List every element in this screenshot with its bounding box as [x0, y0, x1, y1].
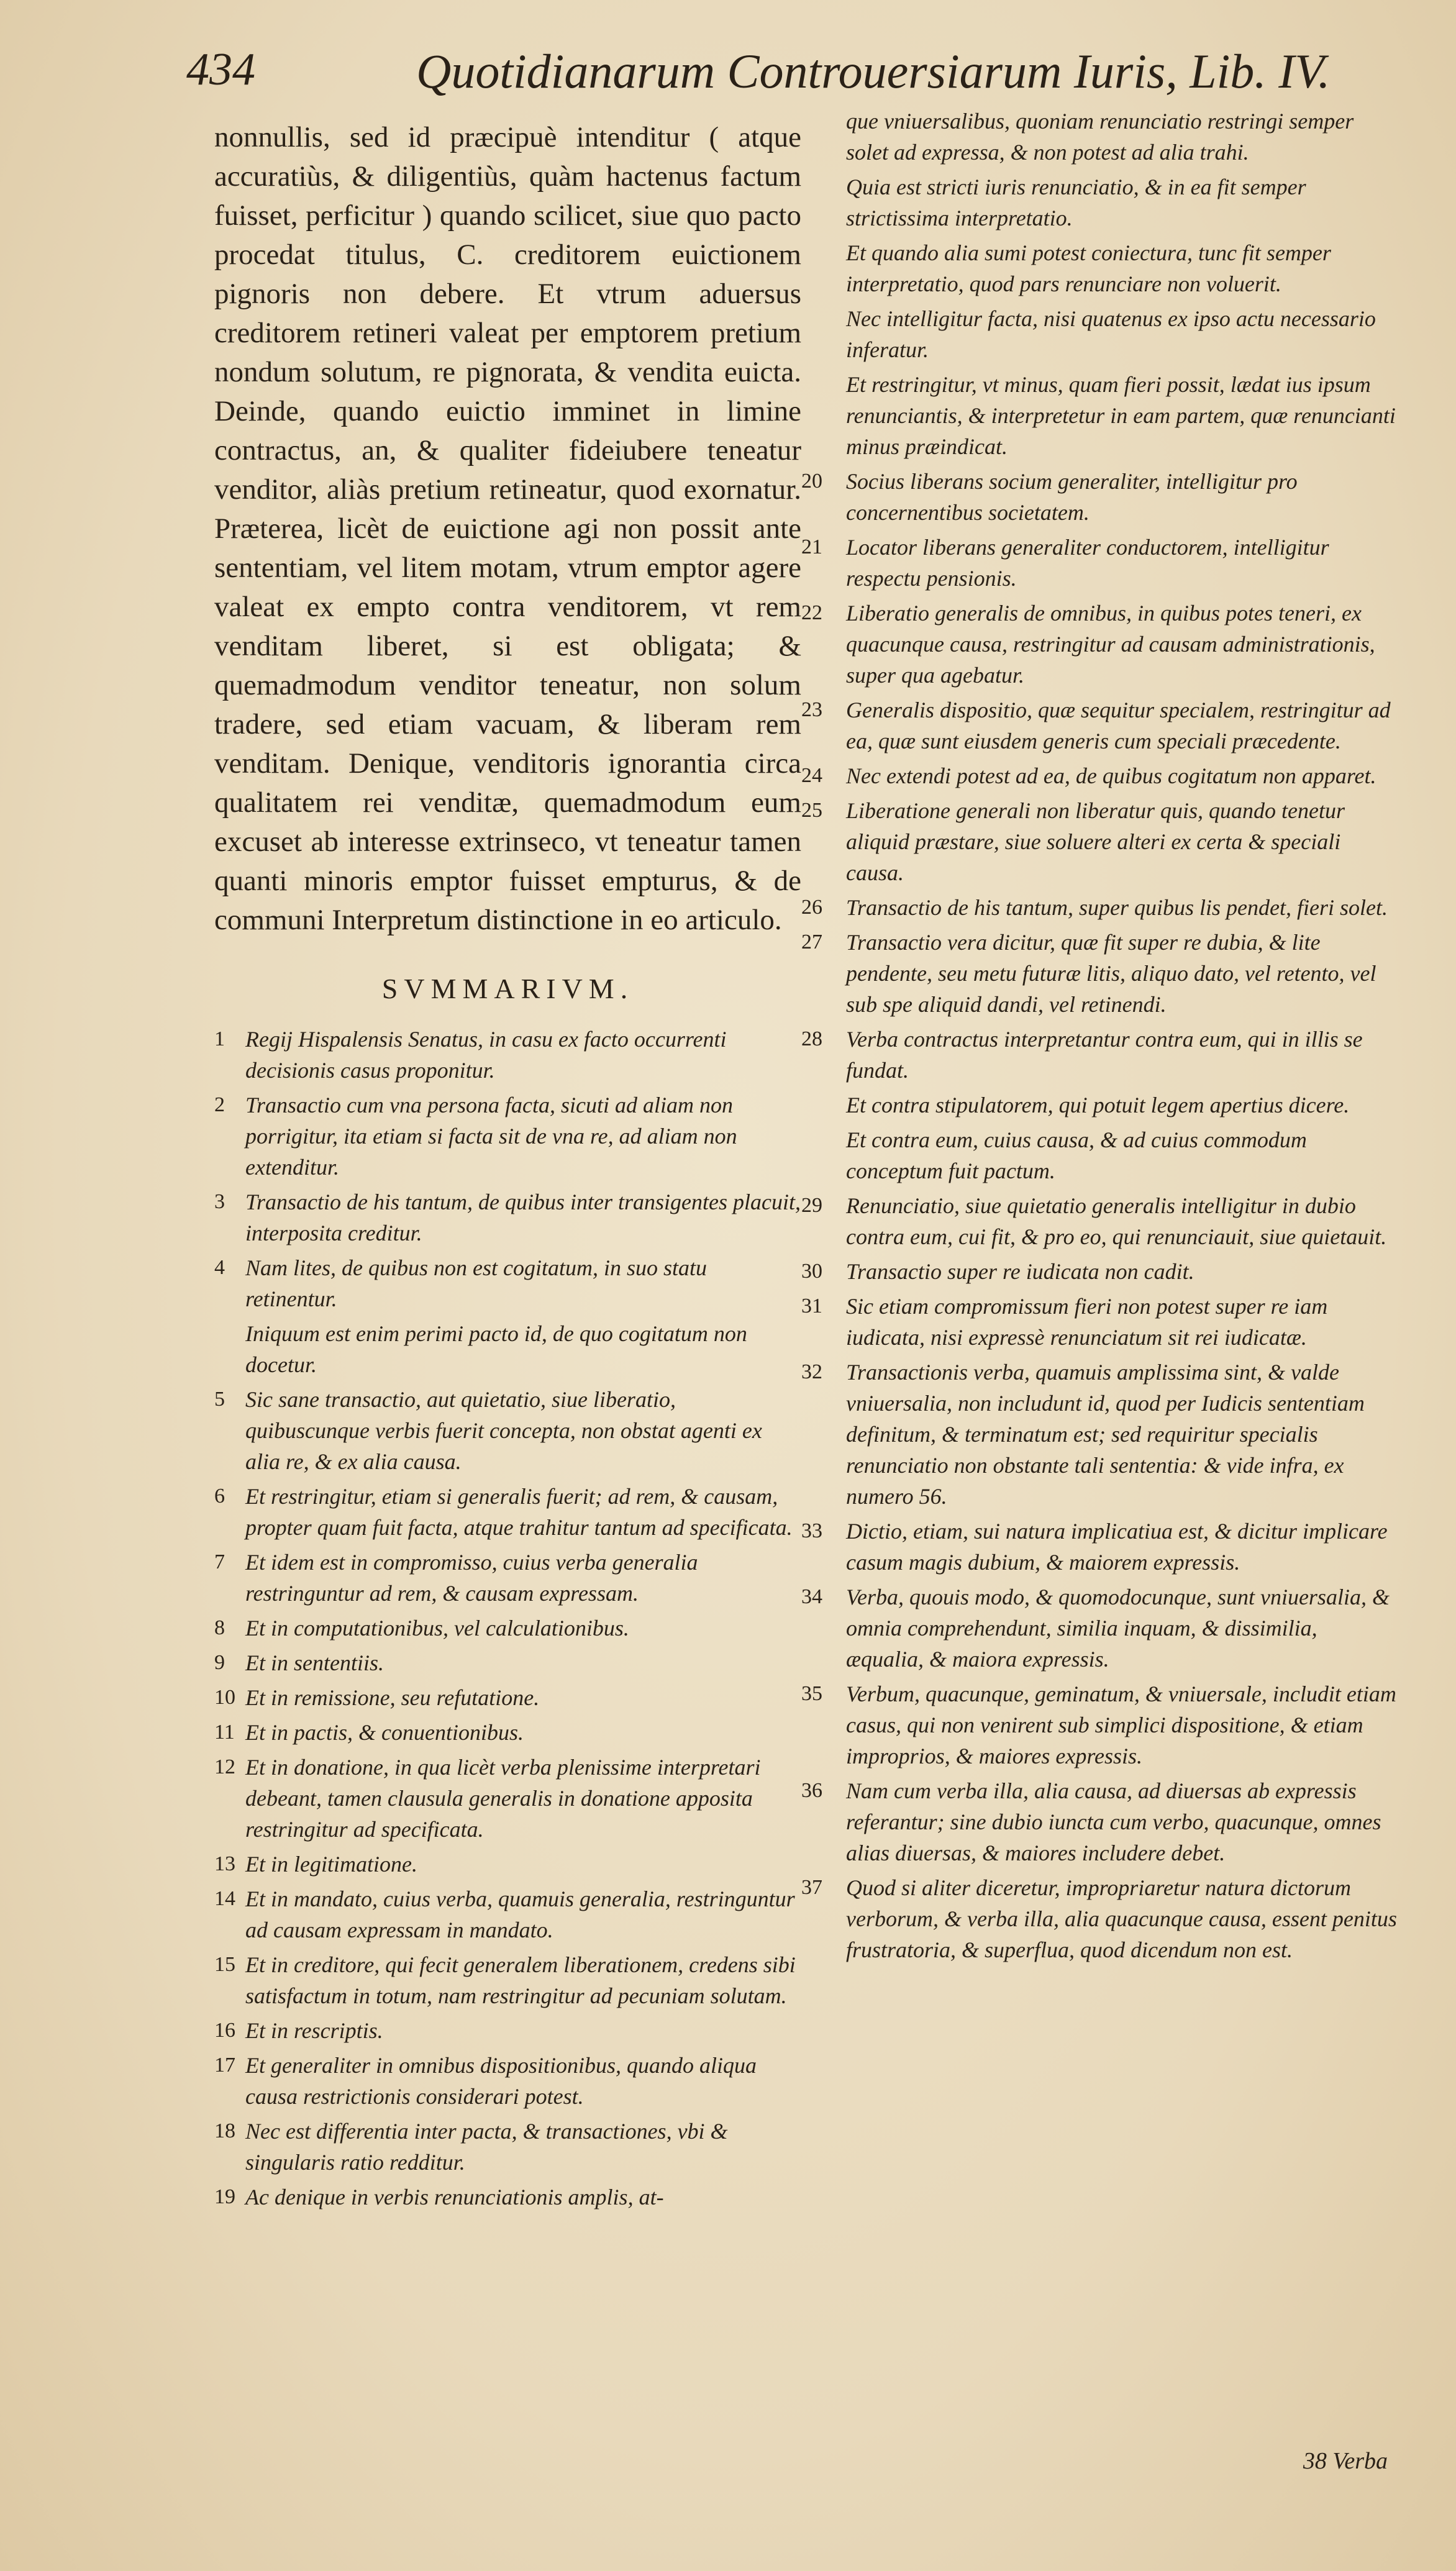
summary-item-text: Verba, quouis modo, & quomodocunque, sunt vniuersalia, & omnia comprehendunt, similia inquam, & dissimilia, æqualia, & maiora expressis. — [846, 1585, 1390, 1672]
summary-heading: SVMMARIVM. — [381, 973, 634, 1004]
summary-item — [801, 1775, 1398, 1868]
summary-item-number: 14 — [214, 1887, 235, 1910]
summary-item — [214, 1547, 801, 1609]
summary-item-number: 7 — [214, 1550, 225, 1573]
summary-item-number: 21 — [801, 535, 822, 558]
summary-item-number: 25 — [801, 799, 822, 822]
summary-item-number: 13 — [214, 1852, 235, 1875]
summary-item-text: Renunciatio, siue quietatio generalis intelligitur in dubio contra eum, cui fit, & pro eo, qui renunciauit, siue quietauit. — [846, 1193, 1387, 1249]
summary-item-number: 9 — [214, 1651, 225, 1674]
summary-item-text: Et restringitur, vt minus, quam fieri possit, lædat ius ipsum renunciantis, & interpretetur in eam partem, quæ renuncianti minus præindicat. — [846, 372, 1396, 459]
summary-item — [801, 369, 1398, 462]
summary-item — [801, 1516, 1398, 1578]
summary-item-text: Regij Hispalensis Senatus, in casu ex facto occurrenti decisionis casus proponitur. — [245, 1027, 727, 1083]
summary-item — [801, 1024, 1398, 1086]
summary-item — [801, 892, 1398, 923]
intro-paragraph: nonnullis, sed id præcipuè intenditur ( atque accuratiùs, & diligentiùs, quàm hactenus factum fuisset, perficitur ) quando scilicet, siue quo pacto procedat titulus, C. creditorem euictionem pignoris non debere. Et vtrum aduersus creditorem retineri valeat per emptorem pretium nondum solutum, re pignorata, & vendita euicta. Deinde, quando euictio imminet in limine contractus, an, & qualiter fideiubere teneatur venditor, aliàs pretium retineatur, quod exornatur. Præterea, licèt de euictione agi non possit ante sententiam, vel litem motam, vtrum emptor agere valeat ex empto contra venditorem, vt rem venditam liberet, si est obligata; & quemadmodum venditor teneatur, non solum tradere, sed etiam vacuam, & liberam rem venditam. Denique, venditoris ignorantia circa qualitatem rei venditæ, quemadmodum eum excuset ab interesse extrinseco, vt teneatur tamen quanti minoris emptor fuisset empturus, & de communi Interpretum distinctione in eo articulo. — [214, 121, 801, 936]
summary-item-number: 2 — [214, 1093, 225, 1116]
summary-item-number: 34 — [801, 1585, 822, 1608]
summary-item-text: Transactio super re iudicata non cadit. — [846, 1259, 1194, 1284]
summary-item-number: 22 — [801, 601, 822, 624]
summary-item-number: 31 — [801, 1295, 822, 1317]
summary-item-number: 15 — [214, 1953, 235, 1976]
summary-item — [801, 795, 1398, 888]
summary-item-number: 32 — [801, 1360, 822, 1383]
summary-item-number: 17 — [214, 2054, 235, 2077]
summary-item-text: Et in legitimatione. — [245, 1852, 417, 1877]
summary-item — [214, 2116, 801, 2178]
summary-item-text: Sic sane transactio, aut quietatio, siue liberatio, quibuscunque verbis fuerit concepta, non obstat agenti ex alia re, & ex alia causa. — [245, 1387, 762, 1474]
summary-item-text: Transactionis verba, quamuis amplissima sint, & valde vniuersalia, non includunt id, quod per Iudicis sententiam definitum, & terminatum est; sed requiritur specialis renunciatio non obstante tali sententia: & vide infra, ex numero 56. — [846, 1360, 1365, 1509]
summary-item-text: Liberatio generalis de omnibus, in quibus potes teneri, ex quacunque causa, restringitur ad causam administrationis, super qua agebatur. — [846, 601, 1375, 688]
catchword: 38 Verba — [1303, 2448, 1388, 2474]
summary-item-text: Transactio vera dicitur, quæ fit super re dubia, & lite pendente, seu metu futuræ litis, aliquo dato, vel retento, vel sub spe aliquid dandi, vel retinendi. — [846, 930, 1376, 1017]
summary-item-number: 6 — [214, 1485, 225, 1508]
summary-item-number: 37 — [801, 1876, 822, 1899]
left-column — [214, 118, 801, 2216]
summary-item — [214, 1613, 801, 1644]
summary-item — [801, 237, 1398, 299]
summary-item-number: 11 — [214, 1721, 235, 1744]
summary-item — [801, 1357, 1398, 1512]
summary-item-text: Et idem est in compromisso, cuius verba generalia restringuntur ad rem, & causam expressam. — [245, 1550, 698, 1606]
summary-item-number: 5 — [214, 1388, 225, 1411]
summary-item — [801, 760, 1398, 791]
summary-item — [214, 1384, 801, 1477]
summary-item-text: Transactio de his tantum, super quibus lis pendet, fieri solet. — [846, 895, 1388, 920]
summary-item — [214, 2015, 801, 2046]
summary-item — [214, 1717, 801, 1748]
summary-list-right — [801, 106, 1398, 1965]
summary-item-text: Transactio de his tantum, de quibus inter transigentes placuit, interposita creditur. — [245, 1190, 801, 1245]
summary-item — [801, 1678, 1398, 1772]
summary-item-number: 27 — [801, 931, 822, 953]
summary-item-number: 24 — [801, 764, 822, 787]
summary-item — [801, 532, 1398, 594]
summary-item-number: 23 — [801, 698, 822, 721]
summary-item — [801, 598, 1398, 691]
summary-item-number: 28 — [801, 1027, 822, 1050]
summary-item-text: Et in sententiis. — [245, 1650, 384, 1675]
summary-item-number: 16 — [214, 2019, 235, 2042]
summary-item-text: Iniquum est enim perimi pacto id, de quo cogitatum non docetur. — [245, 1321, 747, 1377]
summary-item — [214, 1883, 801, 1945]
summary-item — [801, 1256, 1398, 1287]
summary-item-text: Verba contractus interpretantur contra eum, qui in illis se fundat. — [846, 1027, 1363, 1083]
summary-list-left — [214, 1024, 801, 2213]
summary-item — [214, 1752, 801, 1845]
summary-item — [214, 2050, 801, 2112]
summary-item-text: Transactio cum vna persona facta, sicuti ad aliam non porrigitur, ita etiam si facta sit de vna re, ad aliam non extenditur. — [245, 1093, 737, 1180]
summary-item — [801, 1872, 1398, 1965]
summary-item-number: 8 — [214, 1616, 225, 1639]
summary-item-text: Nec est differentia inter pacta, & transactiones, vbi & singularis ratio redditur. — [245, 2119, 728, 2175]
summary-item-number: 19 — [214, 2185, 235, 2208]
summary-item-number: 30 — [801, 1260, 822, 1283]
summary-item — [801, 466, 1398, 528]
summary-item — [801, 171, 1398, 234]
summary-item — [214, 1949, 801, 2011]
summary-item-number: 3 — [214, 1190, 225, 1213]
summary-item-text: Nec intelligitur facta, nisi quatenus ex ipso actu necessario inferatur. — [846, 306, 1376, 362]
summary-item — [801, 106, 1398, 168]
summary-item — [214, 2182, 801, 2213]
summary-item-text: Quia est stricti iuris renunciatio, & in ea fit semper strictissima interpretatio. — [846, 175, 1306, 230]
summary-item-text: Generalis dispositio, quæ sequitur specialem, restringitur ad ea, quæ sunt eiusdem generis cum speciali præcedente. — [846, 698, 1391, 753]
summary-item-text: Et in mandato, cuius verba, quamuis generalia, restringuntur ad causam expressam in mandato. — [245, 1886, 795, 1942]
summary-item — [801, 1124, 1398, 1186]
summary-item-number: 26 — [801, 896, 822, 919]
summary-item — [214, 1481, 801, 1543]
summary-item-text: Liberatione generali non liberatur quis, quando tenetur aliquid præstare, siue soluere alteri ex certa & speciali causa. — [846, 798, 1345, 885]
summary-item-number: 36 — [801, 1779, 822, 1802]
summary-item-text: Et contra stipulatorem, qui potuit legem apertius dicere. — [846, 1093, 1350, 1117]
summary-item — [214, 1647, 801, 1678]
summary-item-number: 12 — [214, 1755, 235, 1778]
summary-item-text: Et in remissione, seu refutatione. — [245, 1685, 540, 1710]
page-number: 434 — [186, 44, 255, 95]
summary-item — [801, 1090, 1398, 1121]
summary-item-number: 33 — [801, 1519, 822, 1542]
summary-item — [801, 1190, 1398, 1252]
summary-item-text: Quod si aliter diceretur, impropriaretur natura dictorum verborum, & verba illa, alia quacunque causa, essent penitus frustratoria, & superflua, quod dicendum non est. — [846, 1875, 1397, 1962]
summary-item — [214, 1024, 801, 1086]
summary-item — [801, 303, 1398, 365]
summary-item — [214, 1090, 801, 1183]
summary-item-number: 35 — [801, 1682, 822, 1705]
summary-item-text: Et in rescriptis. — [245, 2018, 383, 2043]
summary-item-text: Nam cum verba illa, alia causa, ad diuersas ab expressis referantur; sine dubio iuncta cum verbo, quacunque, omnes alias diuersas, & maiores includere debet. — [846, 1778, 1381, 1865]
summary-item-text: Nam lites, de quibus non est cogitatum, in suo statu retinentur. — [245, 1255, 707, 1311]
summary-item — [214, 1318, 801, 1380]
summary-item-text: Locator liberans generaliter conductorem, intelligitur respectu pensionis. — [846, 535, 1329, 591]
summary-item — [214, 1252, 801, 1314]
summary-item-text: Et in computationibus, vel calculationibus. — [245, 1616, 629, 1640]
summary-item-number: 1 — [214, 1027, 225, 1050]
summary-item-number: 20 — [801, 470, 822, 493]
right-column — [801, 106, 1398, 1969]
summary-item-text: Et generaliter in omnibus dispositionibus, quando aliqua causa restrictionis considerari potest. — [245, 2053, 757, 2109]
summary-item-text: Dictio, etiam, sui natura implicatiua est, & dicitur implicare casum magis dubium, & maiorem expressis. — [846, 1519, 1388, 1575]
summary-item-text: Et restringitur, etiam si generalis fuerit; ad rem, & causam, propter quam fuit facta, atque trahitur tantum ad specificata. — [245, 1484, 793, 1540]
summary-item-text: Verbum, quacunque, geminatum, & vniuersale, includit etiam casus, qui non venirent sub simplici dispositione, & etiam improprios, & maiores expressis. — [846, 1681, 1396, 1768]
summary-item-text: Et in pactis, & conuentionibus. — [245, 1720, 524, 1745]
summary-item-text: Et in donatione, in qua licèt verba plenissime interpretari debeant, tamen clausula generalis in donatione apposita restringitur ad specificata. — [245, 1755, 761, 1842]
summary-item — [801, 927, 1398, 1020]
summary-item-text: Et contra eum, cuius causa, & ad cuius commodum conceptum fuit pactum. — [846, 1127, 1307, 1183]
summary-item — [214, 1849, 801, 1880]
summary-item — [214, 1682, 801, 1713]
summary-item-number: 10 — [214, 1686, 235, 1709]
summary-item-text: Nec extendi potest ad ea, de quibus cogitatum non apparet. — [846, 763, 1376, 788]
summary-item-text: Et quando alia sumi potest coniectura, tunc fit semper interpretatio, quod pars renunciare non voluerit. — [846, 240, 1331, 296]
summary-item — [801, 694, 1398, 757]
summary-item — [214, 1186, 801, 1249]
summary-item-number: 4 — [214, 1256, 225, 1279]
summary-item-number: 29 — [801, 1194, 822, 1217]
summary-item — [801, 1291, 1398, 1353]
summary-item-number: 18 — [214, 2119, 235, 2142]
summary-item-text: Sic etiam compromissum fieri non potest super re iam iudicata, nisi expressè renunciatum sit rei iudicatæ. — [846, 1294, 1328, 1350]
summary-item-text: Ac denique in verbis renunciationis amplis, at- — [245, 2185, 664, 2209]
running-title: Quotidianarum Controuersiarum Iuris, Lib. IV. — [416, 44, 1331, 98]
summary-item-text: que vniuersalibus, quoniam renunciatio restringi semper solet ad expressa, & non potest ad alia trahi. — [846, 109, 1354, 165]
summary-item — [801, 1581, 1398, 1675]
summary-item-text: Et in creditore, qui fecit generalem liberationem, credens sibi satisfactum in totum, nam restringitur ad pecuniam solutam. — [245, 1952, 796, 2008]
summary-item-text: Socius liberans socium generaliter, intelligitur pro concernentibus societatem. — [846, 469, 1298, 525]
